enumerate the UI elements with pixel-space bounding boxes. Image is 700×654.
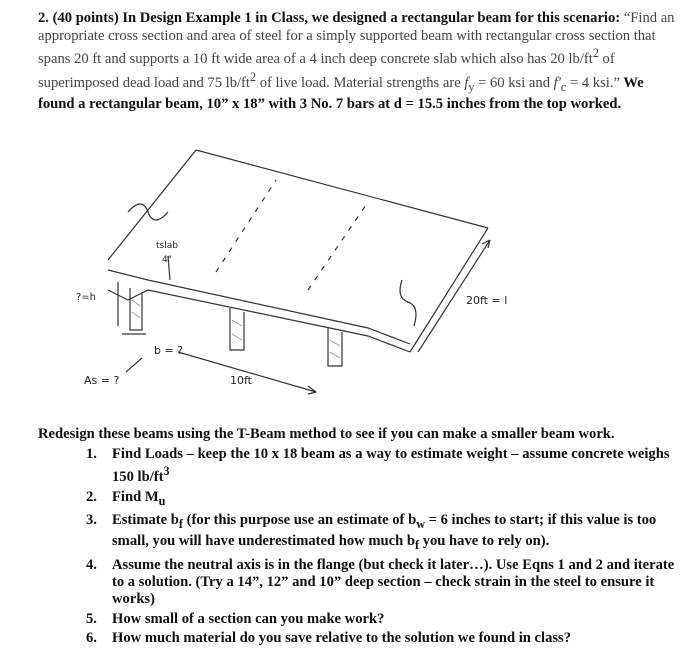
step-text-d: you have to rely on).	[419, 533, 550, 550]
problem-result: We found a rectangular beam, 10” x 18” with 3 No. 7 bars at d = 15.5 inches from the top worked.	[38, 74, 644, 112]
step-number: 1.	[86, 446, 97, 462]
step-text-a: Estimate b	[112, 511, 179, 528]
fc-subscript: c	[560, 79, 567, 94]
redesign-heading: Redesign these beams using the T-Beam method to see if you can make a smaller beam work.	[38, 426, 615, 442]
slab-left-edge	[108, 150, 196, 260]
fy-subscript: y	[468, 79, 475, 94]
dashed-line-1	[216, 180, 276, 272]
fy-value: = 60 ksi and	[474, 74, 554, 91]
step-text: How much material do you save relative to the solution we found in class?	[112, 630, 572, 647]
step-3	[86, 512, 678, 555]
superscript-2-a: 2	[592, 46, 599, 61]
step-text: Find M	[112, 488, 159, 505]
bw-subscript: w	[416, 516, 425, 531]
dashed-line-2	[308, 202, 368, 290]
step-subscript: u	[158, 493, 166, 508]
bf-subscript-2: f	[414, 538, 420, 553]
h-label: ?=h	[76, 292, 97, 303]
step-text: Assume the neutral axis is in the flange (but check it later…). Use Eqns 1 and 2 and iterate to a solution. (Try a 14”, 12” and 10” deep section – check strain in the steel to ensure it works)	[112, 556, 675, 608]
step-number: 4.	[86, 556, 97, 573]
width-label: 10ft	[230, 374, 252, 387]
fc-symbol: f′	[553, 74, 561, 91]
beam-stem-2	[230, 308, 244, 350]
scenario-part-b: of superimposed dead load and 75 lb/ft	[38, 51, 615, 91]
span-label: 20ft = l	[466, 294, 508, 307]
beam-stem-3	[328, 328, 342, 366]
step-5	[86, 611, 678, 628]
steps-list	[86, 446, 678, 650]
slab-beam-sketch	[38, 140, 518, 410]
step-text-c: = 6 inches to start; if this value is too small, you will have underestimated how much b	[112, 511, 657, 550]
step-2	[86, 489, 678, 510]
problem-statement	[38, 10, 678, 114]
slab-right-edge	[410, 228, 488, 352]
b-label: b = ?	[154, 344, 184, 357]
tslab-value: 4"	[162, 255, 172, 265]
step-text-b: (for this purpose use an estimate of b	[182, 511, 417, 528]
step-number: 3.	[86, 511, 97, 528]
break-mark-left	[128, 204, 168, 220]
tslab-label: tslab	[156, 241, 178, 251]
bf-subscript: f	[178, 516, 183, 531]
step-number: 6.	[86, 630, 97, 647]
step-superscript: 3	[163, 464, 170, 479]
step-6	[86, 630, 678, 647]
step-1	[86, 446, 678, 487]
step-number: 5.	[86, 610, 97, 627]
superscript-2-b: 2	[249, 69, 257, 84]
as-pointer	[126, 358, 142, 372]
slab-front-top	[108, 270, 410, 344]
fy-symbol: f	[464, 74, 469, 91]
problem-intro: 2. (40 points) In Design Example 1 in Class, we designed a rectangular beam for this scenario:	[38, 10, 621, 26]
scenario-part-c: of live load. Material strengths are	[256, 74, 465, 91]
step-text: Find Loads – keep the 10 x 18 beam as a way to estimate weight – assume concrete weighs 150 lb/ft	[112, 446, 670, 486]
slab-top-edge	[196, 150, 488, 228]
step-text: How small of a section can you make work?	[112, 610, 385, 627]
step-4	[86, 557, 678, 609]
slab-front-edge	[108, 290, 410, 352]
as-label: As = ?	[84, 374, 120, 387]
break-mark-right	[400, 280, 416, 326]
step-number: 2.	[86, 488, 97, 505]
fc-value: = 4 ksi.”	[566, 74, 620, 91]
scenario-part-a: “Find an appropriate cross section and area of steel for a simply supported beam with rectangular cross section that spans 20 ft and supports a 10 ft wide area of a 4 inch deep concrete slab which also has 20 lb/ft	[38, 10, 675, 68]
